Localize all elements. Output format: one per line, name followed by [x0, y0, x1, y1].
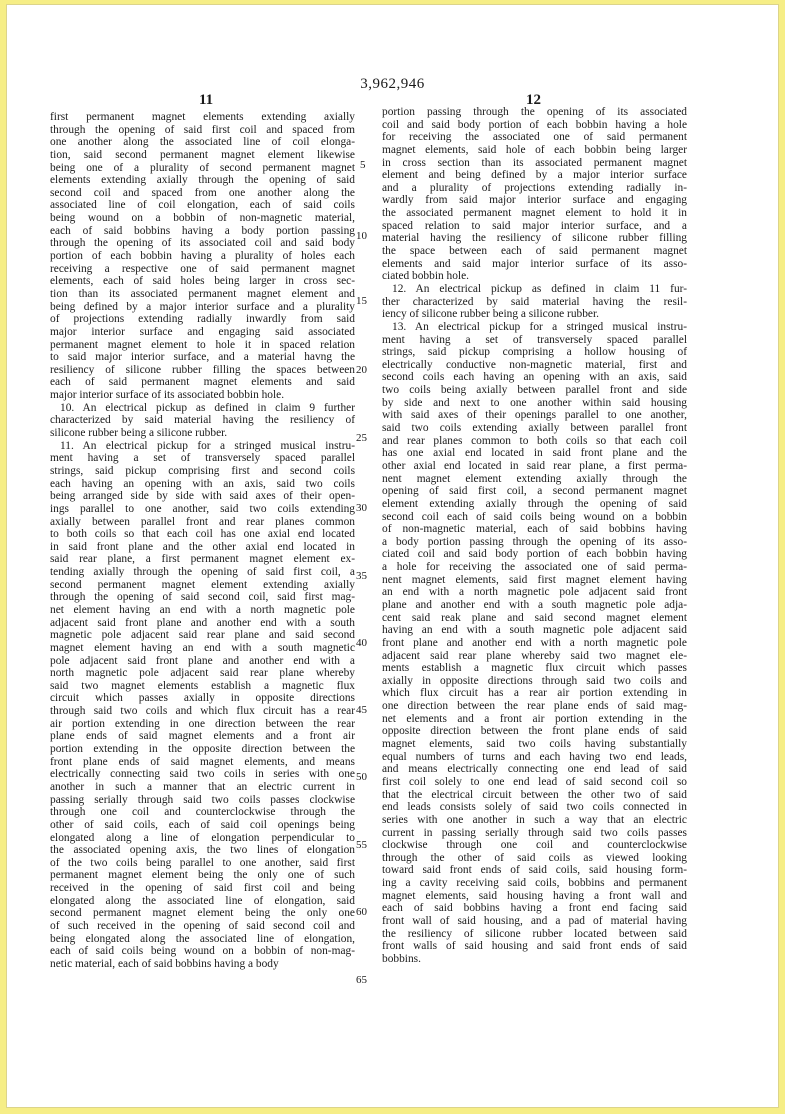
text-line: current in passing serially through said two coils passes: [382, 826, 687, 839]
text-line: equal numbers of turns and each having two end leads,: [382, 750, 687, 763]
text-line: being wound on a bobbin of non-magnetic material,: [50, 212, 355, 225]
text-line: front plane ends of said magnet elements, and means: [50, 755, 355, 768]
text-line: net elements and a front air portion extending in the: [382, 712, 687, 725]
text-line: said rear plane, a first permanent magnet element ex-: [50, 553, 355, 566]
text-line: elements and said major interior surface of its asso-: [382, 257, 687, 270]
text-line: element and being defined by a major interior surface: [382, 169, 687, 182]
text-line: one direction between the rear plane ends of said mag-: [382, 700, 687, 713]
text-line: portion passing through the opening of its associated: [382, 106, 687, 118]
text-line: magnet elements, said housing having a front wall and: [382, 889, 687, 902]
text-line: in cross section than its associated permanent magnet: [382, 156, 687, 169]
text-line: second permanent magnet element extending axially: [50, 578, 355, 591]
text-line: each having an opening with an axis, said two coils: [50, 477, 355, 490]
text-line: which flux circuit has a rear air portion extending in: [382, 687, 687, 700]
text-line: having an end with a south magnetic pole adjacent said: [382, 624, 687, 637]
text-line: elements, each of said holes being larger in cross sec-: [50, 275, 355, 288]
line-number: 20: [356, 364, 367, 376]
text-line: being one of a plurality of second permanent magnet: [50, 161, 355, 174]
text-line: second coil each of said coils being wound on a bobbin: [382, 510, 687, 523]
text-line: permanent magnet element to hole it in spaced relation: [50, 338, 355, 351]
text-line: major interior surface and engaging said associated: [50, 325, 355, 338]
text-line: with said axes of their openings parallel to one another,: [382, 409, 687, 422]
text-line: portion extending in the opposite direction between the: [50, 743, 355, 756]
text-line: to both coils so that each coil has one axial end located: [50, 528, 355, 541]
line-number: 65: [356, 974, 367, 986]
text-line: coil and said body portion of each bobbin having a hole: [382, 118, 687, 131]
text-line: in said front plane and the other axial end located in: [50, 540, 355, 553]
text-line: iency of silicone rubber being a silicone rubber.: [382, 308, 599, 321]
text-line: resiliency of silicone rubber filling the spaces between: [50, 363, 355, 376]
text-line: first permanent magnet elements extending axially: [50, 111, 355, 123]
text-line: front wall of said housing, and a pad of material having: [382, 915, 687, 927]
line-number: 25: [356, 432, 367, 444]
left-text-column: [50, 111, 355, 971]
text-line: strings, said pickup comprising first and second coils: [50, 464, 355, 477]
text-line: through one coil and counterclockwise through the: [50, 806, 355, 819]
text-line: 11. An electrical pickup for a stringed musical instru-: [60, 439, 355, 452]
text-line: characterized by said material having the resiliency of: [50, 414, 355, 427]
text-line: and a plurality of projections extending radially in-: [382, 181, 687, 194]
text-line: net element having an end with a north magnetic pole: [50, 603, 355, 616]
text-line: toward said front ends of said coils, said housing form-: [382, 864, 687, 877]
text-line: front plane and another end with a north magnetic pole: [382, 636, 687, 649]
text-line: the associated permanent magnet element to hold it in: [382, 207, 687, 220]
text-line: through the opening of its associated coil and said body: [50, 237, 355, 250]
text-line: a body portion passing through the opening of its asso-: [382, 535, 687, 548]
text-line: has one axial end located in said front plane and the: [382, 447, 687, 460]
text-line: through the other of said coils as viewed looking: [382, 851, 687, 864]
line-number: 30: [356, 502, 367, 514]
text-line: another in such a manner that an electric current in: [50, 780, 355, 793]
text-line: of non-magnetic material, each of said bobbins having: [382, 523, 687, 536]
line-number: 60: [356, 906, 367, 918]
text-line: electrically connecting said two coils in series with one: [50, 768, 355, 781]
text-line: wardly from said major interior surface and engaging: [382, 194, 687, 207]
text-line: tending axially through the opening of said first coil, a: [50, 566, 355, 579]
text-line: other of said coils, each of said coil openings being: [50, 818, 355, 831]
text-line: tion than its associated permanent magnet element and: [50, 287, 355, 300]
text-line: of projections extending radially inwardly from said: [50, 313, 355, 326]
line-number: 10: [356, 230, 367, 242]
text-line: end leads consists solely of said two coils connected in: [382, 801, 687, 814]
text-line: opening of said first coil, a second permanent magnet: [382, 485, 687, 498]
text-line: elements extending axially through the opening of said: [50, 174, 355, 187]
text-line: a hole for receiving the associated one of said perma-: [382, 561, 687, 574]
text-line: ments establish a magnetic flux circuit which passes: [382, 662, 687, 675]
text-line: of such received in the opening of said second coil and: [50, 920, 355, 932]
text-line: each of said coils being wound on a bobbin of non-mag-: [50, 945, 355, 958]
text-line: through the opening of said second coil, said first mag-: [50, 591, 355, 604]
text-line: axially in opposite directions through said two coils and: [382, 674, 687, 687]
text-line: for receiving the associated one of said permanent: [382, 131, 687, 144]
text-line: said two magnet elements establish a magnetic flux: [50, 679, 355, 692]
text-line: portion of each bobbin having a plurality of holes each: [50, 250, 355, 263]
text-line: passing serially through said two coils passes clockwise: [50, 793, 355, 806]
text-line: the resiliency of silicone rubber located between said: [382, 927, 687, 940]
text-line: strings, said pickup comprising a hollow housing of: [382, 346, 687, 359]
text-line: second coils each having an opening with an axis, said: [382, 371, 687, 384]
text-line: that the electrical circuit between the other two of said: [382, 788, 687, 801]
text-line: ment having a set of transversely spaced parallel: [50, 452, 355, 465]
patent-number: 3,962,946: [360, 76, 425, 92]
line-number: 5: [360, 159, 366, 171]
text-line: circuit which passes axially in opposite directions: [50, 692, 355, 705]
text-line: ings parallel to one another, said two coils extending: [50, 502, 355, 515]
text-line: spaced relation to said major interior surface, and a: [382, 219, 687, 232]
line-number: 50: [356, 771, 367, 783]
column-number-left: 11: [199, 92, 214, 108]
text-line: major interior surface of its associated bobbin hole.: [50, 389, 285, 402]
text-line: silicone rubber being a silicone rubber.: [50, 427, 228, 440]
text-line: front walls of said housing and said front ends of said: [382, 940, 687, 953]
column-number-right: 12: [526, 92, 541, 108]
text-line: material having the resiliency of silicone rubber filling: [382, 232, 687, 245]
text-line: through said two coils and which flux circuit has a rear: [50, 705, 355, 718]
text-line: received in the opening of said first coil and being: [50, 882, 355, 895]
text-line: element extending axially through the opening of said: [382, 497, 687, 510]
text-line: bobbins.: [382, 952, 421, 965]
text-line: tion, said second permanent magnet element likewise: [50, 148, 355, 161]
text-line: pole adjacent said front plane and another end with a: [50, 654, 355, 667]
line-number: 55: [356, 839, 367, 851]
text-line: permanent magnet element being the only one of such: [50, 869, 355, 882]
line-number: 15: [356, 295, 367, 307]
line-number: 40: [356, 637, 367, 649]
text-line: adjacent said front plane and another end with a south: [50, 616, 355, 629]
text-line: north magnetic pole adjacent said rear plane whereby: [50, 667, 355, 680]
text-line: second permanent magnet element being the only one: [50, 907, 355, 920]
text-line: being defined by a major interior surface and a plurality: [50, 300, 355, 313]
text-line: magnet element having an end with a south magnetic: [50, 641, 355, 654]
text-line: elongated along the associated line of elongation, said: [50, 894, 355, 907]
text-line: plane and another end with a south magnetic pole adja-: [382, 598, 687, 611]
text-line: ciated coil and said body portion of each bobbin having: [382, 548, 687, 561]
line-number: 35: [356, 570, 367, 582]
text-line: second coil and spaced from one another along the: [50, 186, 355, 199]
text-line: first coil solely to one end lead of said second coil so: [382, 775, 687, 788]
text-line: the associated opening axis, the two lines of elongation: [50, 844, 355, 857]
line-number: 45: [356, 704, 367, 716]
text-line: series with one another in such a way that an electric: [382, 813, 687, 826]
text-line: opposite direction between the front plane ends of said: [382, 725, 687, 738]
text-line: associated line of coil elongation, each of said coils: [50, 199, 355, 212]
text-line: of the two coils being parallel to one another, said first: [50, 856, 355, 869]
text-line: clockwise through one coil and counterclockwise: [382, 839, 687, 852]
text-line: by side and next to one another within said housing: [382, 396, 687, 409]
text-line: each of said bobbins having a body portion passing: [50, 224, 355, 237]
text-line: an end with a north magnetic pole adjacent said front: [382, 586, 687, 599]
text-line: being arranged side by side with said axes of their open-: [50, 490, 355, 503]
text-line: receiving a respective one of said permanent magnet: [50, 262, 355, 275]
text-line: elongated along a line of elongation perpendicular to: [50, 831, 355, 844]
text-line: each of said bobbins having a front end facing said: [382, 902, 687, 915]
right-text-column: [382, 106, 687, 966]
text-line: each of said permanent magnet elements and said: [50, 376, 355, 389]
text-line: 12. An electrical pickup as defined in claim 11 fur-: [392, 282, 687, 295]
text-line: 10. An electrical pickup as defined in claim 9 further: [60, 401, 355, 414]
text-line: plane ends of said magnet elements and a front air: [50, 730, 355, 743]
text-line: cent said reak plane and said second magnet element: [382, 611, 687, 624]
text-line: 13. An electrical pickup for a stringed musical instru-: [392, 320, 687, 333]
text-line: through the opening of said first coil and spaced from: [50, 123, 355, 136]
text-line: adjacent said rear plane whereby said two magnet ele-: [382, 649, 687, 662]
text-line: one another along the associated line of coil elonga-: [50, 136, 355, 149]
text-line: nent magnet elements, said first magnet element having: [382, 573, 687, 586]
text-line: two coils being axially between parallel front and side: [382, 384, 687, 397]
text-line: magnetic pole adjacent said rear plane and said second: [50, 629, 355, 642]
text-line: to said major interior surface, and a material havng the: [50, 351, 355, 364]
text-line: said two coils extending axially between parallel front: [382, 422, 687, 435]
text-line: ther characterized by said material having the resil-: [382, 295, 687, 308]
text-line: ing a cavity receiving said coils, bobbins and permanent: [382, 877, 687, 890]
text-line: ment having a set of transversely spaced parallel: [382, 333, 687, 346]
text-line: being elongated along the associated line of elongation,: [50, 932, 355, 945]
text-line: magnet elements, said hole of each bobbin being larger: [382, 143, 687, 156]
text-line: and rear planes common to both coils so that each coil: [382, 434, 687, 447]
text-line: ciated bobbin hole.: [382, 270, 469, 283]
text-line: electrically conductive non-magnetic material, first and: [382, 358, 687, 371]
text-line: axially between parallel front and rear planes common: [50, 515, 355, 528]
text-line: magnet elements, said two coils having substantially: [382, 738, 687, 751]
text-line: netic material, each of said bobbins having a body: [50, 957, 279, 970]
text-line: and means electrically connecting one end lead of said: [382, 763, 687, 776]
text-line: air portion extending in one direction between the rear: [50, 717, 355, 730]
text-line: the space between each of said permanent magnet: [382, 245, 687, 258]
text-line: nent magnet element extending axially through the: [382, 472, 687, 485]
text-line: other axial end located in said rear plane, a first perma-: [382, 459, 687, 472]
